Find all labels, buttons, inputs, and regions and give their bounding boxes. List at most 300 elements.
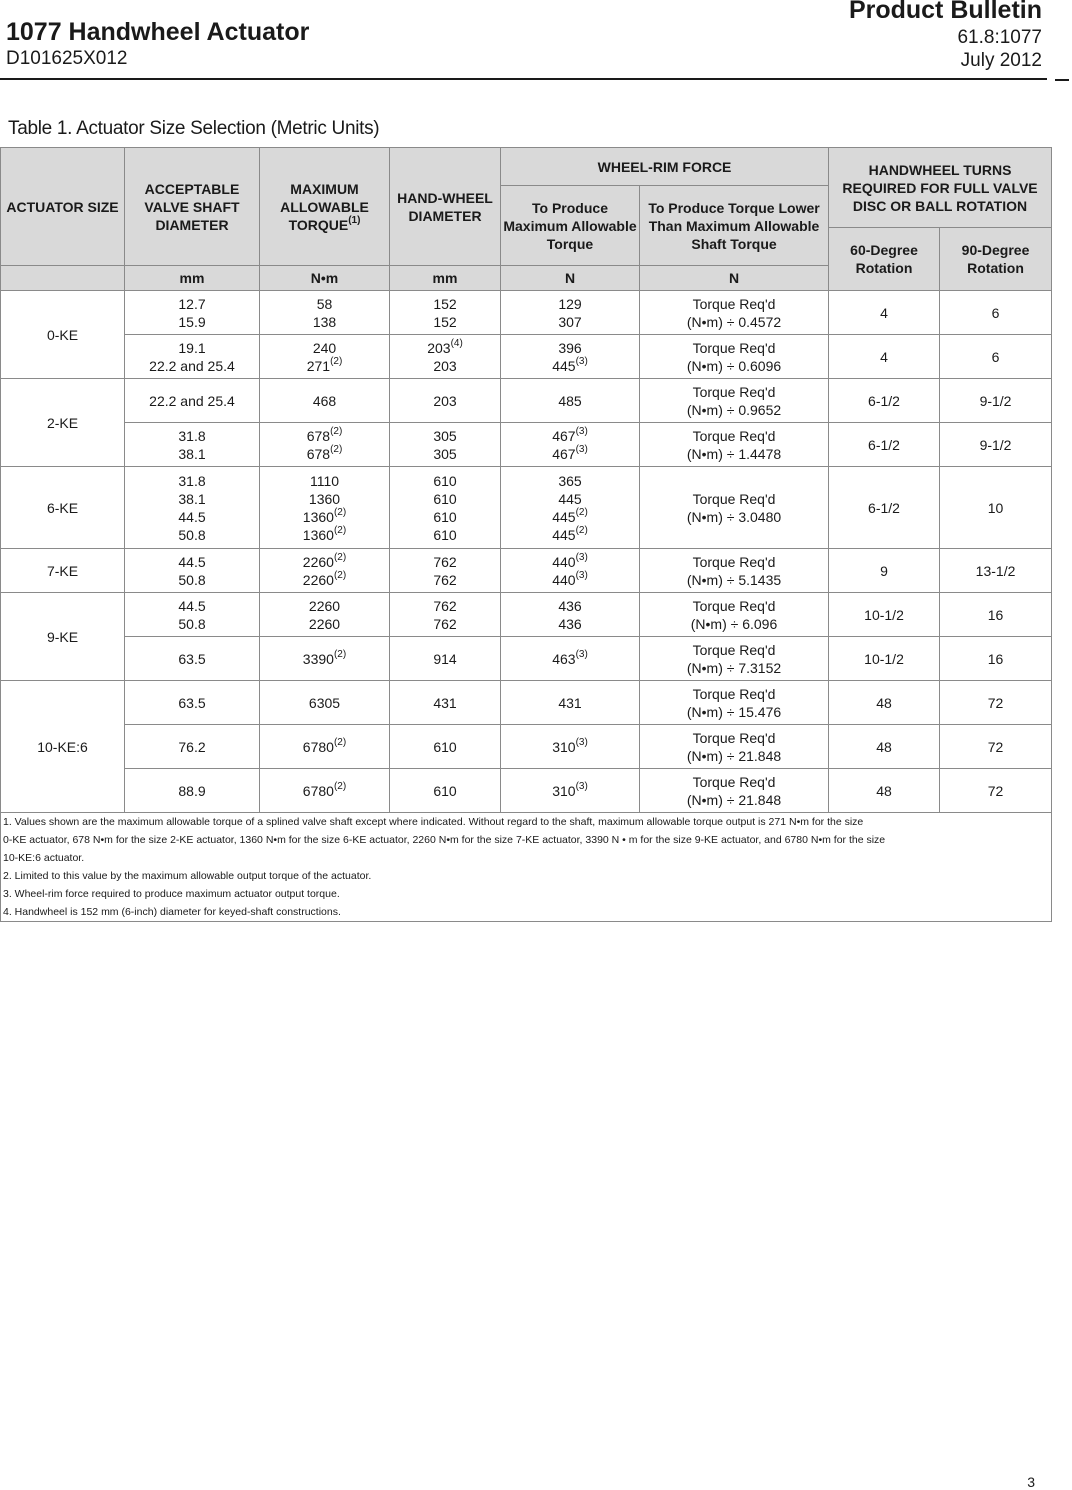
handwheel-diameter-cell	[390, 291, 501, 335]
max-torque-cell	[260, 637, 390, 681]
cell-line	[392, 597, 498, 615]
col-header-handwheel-turns: HANDWHEEL TURNS REQUIRED FOR FULL VALVE DISC OR BALL ROTATION	[829, 148, 1052, 228]
col-header-60-degree: 60-Degree Rotation	[829, 228, 940, 291]
cell-line	[392, 295, 498, 313]
footnote-ref: (3)	[575, 736, 588, 748]
cell-line	[262, 650, 387, 668]
cell-line	[127, 526, 257, 544]
turns-60-cell: 48	[829, 769, 940, 813]
turns-60-cell: 10-1/2	[829, 637, 940, 681]
cell-value: 6780	[302, 782, 334, 799]
cell-line	[262, 357, 387, 375]
table-row	[1, 593, 1052, 637]
rim-force-formula-cell	[640, 725, 829, 769]
rim-force-max-cell	[501, 769, 640, 813]
cell-line	[392, 738, 498, 756]
cell-line	[642, 773, 826, 791]
cell-line	[642, 553, 826, 571]
cell-line	[127, 339, 257, 357]
col-header-shaft-diameter: ACCEPTABLE VALVE SHAFT DIAMETER	[125, 148, 260, 266]
turns-90-cell: 13-1/2	[940, 549, 1052, 593]
handwheel-diameter-cell	[390, 681, 501, 725]
table-title: Table 1. Actuator Size Selection (Metric Units)	[8, 118, 380, 139]
col-header-actuator-size: ACTUATOR SIZE	[1, 148, 125, 266]
cell-line	[503, 508, 637, 526]
cell-line	[503, 427, 637, 445]
cell-line	[262, 597, 387, 615]
footnote-ref: (3)	[575, 551, 588, 563]
note-line: 10-KE:6 actuator.	[3, 852, 85, 864]
footnote-ref: (3)	[575, 648, 588, 660]
turns-60-cell: 48	[829, 681, 940, 725]
cell-line	[392, 427, 498, 445]
cell-line	[127, 597, 257, 615]
footnote-ref: (3)	[575, 780, 588, 792]
unit-label: N•m	[260, 266, 390, 291]
cell-value: Torque Req'd	[692, 597, 776, 614]
cell-value: 6305	[308, 694, 341, 711]
col-header-handwheel-diameter: HAND-WHEEL DIAMETER	[390, 148, 501, 266]
cell-value: 3390	[302, 650, 334, 667]
cell-value: 445	[552, 357, 576, 374]
cell-line	[392, 472, 498, 490]
cell-value: 2260	[302, 553, 334, 570]
footnote-ref: (2)	[333, 648, 347, 660]
shaft-diameter-cell	[125, 335, 260, 379]
cell-line	[262, 694, 387, 712]
bulletin-label: Product Bulletin	[848, 0, 1042, 24]
cell-line	[642, 659, 826, 677]
cell-line	[642, 703, 826, 721]
cell-value: 467	[552, 427, 576, 444]
turns-60-cell: 6-1/2	[829, 423, 940, 467]
cell-line	[642, 641, 826, 659]
footnote-ref: (2)	[333, 506, 347, 518]
cell-value: (N•m) ÷ 0.6096	[686, 357, 782, 374]
handwheel-diameter-cell	[390, 423, 501, 467]
footnote-ref: (3)	[575, 569, 588, 581]
max-torque-cell	[260, 467, 390, 549]
turns-60-cell: 9	[829, 549, 940, 593]
cell-value: 12.7	[178, 295, 206, 312]
shaft-diameter-cell	[125, 379, 260, 423]
cell-value: Torque Req'd	[692, 773, 776, 790]
cell-line	[642, 508, 826, 526]
cell-line	[642, 571, 826, 589]
footnote-ref: (3)	[575, 355, 588, 367]
col-header-wheel-rim-force: WHEEL-RIM FORCE	[501, 148, 829, 186]
rim-force-formula-cell	[640, 423, 829, 467]
col-header-max-torque: MAXIMUM ALLOWABLE TORQUE$^{(1)}$	[260, 148, 390, 266]
cell-line	[262, 295, 387, 313]
shaft-diameter-cell	[125, 467, 260, 549]
rim-force-formula-cell	[640, 681, 829, 725]
cell-line	[262, 526, 387, 544]
rim-force-formula-cell	[640, 335, 829, 379]
document-header-left	[6, 16, 309, 70]
cell-line	[642, 339, 826, 357]
table-row	[1, 681, 1052, 725]
rim-force-formula-cell	[640, 593, 829, 637]
cell-value: (N•m) ÷ 15.476	[686, 703, 782, 720]
cell-value: 50.8	[178, 526, 206, 543]
actuator-size-cell: 9-KE	[1, 593, 125, 681]
cell-value: 307	[558, 313, 582, 330]
cell-line	[262, 738, 387, 756]
handwheel-diameter-cell	[390, 593, 501, 637]
cell-line	[127, 490, 257, 508]
cell-value: 138	[312, 313, 337, 330]
unit-label: mm	[390, 266, 501, 291]
col-header-90-degree: 90-Degree Rotation	[940, 228, 1052, 291]
note-line: 1. Values shown are the maximum allowable torque of a splined valve shaft except where indicated. Without regard to the shaft, maximum allowable torque output is 271 N•m for the size	[3, 816, 864, 828]
footnote-ref: (2)	[333, 780, 347, 792]
cell-value: 436	[558, 597, 582, 614]
cell-value: 44.5	[178, 597, 206, 614]
table-notes	[1, 813, 1052, 922]
footnote-ref: (2)	[333, 736, 347, 748]
cell-value: 610	[433, 782, 457, 799]
cell-value: 76.2	[178, 738, 206, 755]
cell-value: 271	[306, 357, 331, 374]
handwheel-diameter-cell	[390, 379, 501, 423]
cell-line	[262, 339, 387, 357]
cell-line	[392, 526, 498, 544]
cell-value: (N•m) ÷ 5.1435	[686, 571, 782, 588]
cell-value: 431	[558, 694, 582, 711]
table-row	[1, 379, 1052, 423]
cell-value: 610	[433, 472, 457, 489]
footnote-ref: (2)	[330, 443, 343, 455]
cell-value: Torque Req'd	[692, 339, 776, 356]
cell-line	[642, 445, 826, 463]
cell-line	[642, 490, 826, 508]
cell-value: (N•m) ÷ 0.4572	[686, 313, 782, 330]
turns-90-cell: 6	[940, 335, 1052, 379]
cell-line	[503, 782, 637, 800]
turns-90-cell: 6	[940, 291, 1052, 335]
footnote-ref: (2)	[575, 524, 588, 536]
cell-line	[503, 571, 637, 589]
cell-value: 2260	[302, 571, 334, 588]
cell-value: 31.8	[178, 472, 206, 489]
footnote-ref: (2)	[333, 569, 347, 581]
cell-line	[392, 392, 498, 410]
rim-force-formula-cell	[640, 379, 829, 423]
cell-line	[392, 571, 498, 589]
cell-value: 152	[433, 313, 457, 330]
cell-line	[127, 553, 257, 571]
rim-force-max-cell	[501, 335, 640, 379]
cell-line	[642, 729, 826, 747]
rim-force-max-cell	[501, 291, 640, 335]
cell-value: 38.1	[178, 445, 206, 462]
cell-line	[392, 650, 498, 668]
cell-value: 305	[433, 427, 457, 444]
cell-line	[392, 313, 498, 331]
cell-value: 463	[552, 650, 576, 667]
footnote-ref: (2)	[333, 524, 347, 536]
turns-90-cell: 9-1/2	[940, 379, 1052, 423]
cell-line	[503, 526, 637, 544]
cell-value: Torque Req'd	[692, 490, 776, 507]
actuator-size-cell: 0-KE	[1, 291, 125, 379]
cell-line	[642, 747, 826, 765]
handwheel-diameter-cell	[390, 725, 501, 769]
rim-force-formula-cell	[640, 549, 829, 593]
cell-value: 396	[558, 339, 582, 356]
cell-line	[642, 791, 826, 809]
cell-line	[503, 738, 637, 756]
cell-value: 22.2 and 25.4	[149, 392, 235, 409]
cell-value: 310	[552, 782, 576, 799]
table-body	[1, 291, 1052, 813]
cell-value: 1110	[309, 472, 340, 489]
actuator-size-cell: 10-KE:6	[1, 681, 125, 813]
cell-line	[127, 782, 257, 800]
cell-value: 240	[312, 339, 337, 356]
max-torque-cell	[260, 769, 390, 813]
cell-value: 305	[433, 445, 457, 462]
footnote-ref: (4)	[450, 337, 463, 349]
rim-force-max-cell	[501, 467, 640, 549]
cell-line	[642, 597, 826, 615]
footnote-ref: (3)	[575, 425, 588, 437]
turns-60-cell: 4	[829, 291, 940, 335]
bulletin-number: 61.8:1077	[957, 27, 1042, 48]
cell-value: 610	[433, 738, 457, 755]
cell-line	[127, 313, 257, 331]
document-title: 1077 Handwheel Actuator	[6, 18, 310, 46]
document-number: D101625X012	[6, 48, 128, 69]
cell-value: 203	[427, 339, 451, 356]
max-torque-cell	[260, 379, 390, 423]
cell-line	[503, 694, 637, 712]
table-row	[1, 467, 1052, 549]
footnote-ref: (2)	[333, 551, 347, 563]
cell-value: (N•m) ÷ 6.096	[690, 615, 778, 632]
footnote-ref: (2)	[330, 355, 343, 367]
cell-line	[127, 738, 257, 756]
shaft-diameter-cell	[125, 769, 260, 813]
cell-value: Torque Req'd	[692, 427, 776, 444]
cell-value: 203	[433, 392, 457, 409]
cell-line	[127, 694, 257, 712]
cell-value: (N•m) ÷ 21.848	[686, 791, 782, 808]
shaft-diameter-cell	[125, 549, 260, 593]
turns-90-cell: 10	[940, 467, 1052, 549]
cell-value: 1360	[302, 508, 334, 525]
cell-line	[392, 490, 498, 508]
cell-value: 22.2 and 25.4	[149, 357, 235, 374]
cell-line	[127, 571, 257, 589]
cell-value: 467	[552, 445, 576, 462]
table-row	[1, 423, 1052, 467]
cell-line	[503, 553, 637, 571]
cell-line	[392, 508, 498, 526]
page-number: 3	[1027, 1474, 1035, 1490]
cell-value: 31.8	[178, 427, 206, 444]
cell-value: 129	[558, 295, 582, 312]
header-divider	[0, 78, 1047, 80]
unit-label: N	[501, 266, 640, 291]
bulletin-date: July 2012	[960, 50, 1042, 71]
cell-value: 1360	[302, 526, 334, 543]
cell-value: 610	[433, 490, 457, 507]
cell-line	[262, 508, 387, 526]
cell-value: 365	[558, 472, 582, 489]
cell-line	[262, 553, 387, 571]
handwheel-diameter-cell	[390, 549, 501, 593]
turns-60-cell: 6-1/2	[829, 467, 940, 549]
cell-value: 678	[306, 427, 331, 444]
cell-value: 445	[552, 508, 576, 525]
table-row	[1, 769, 1052, 813]
cell-value: Torque Req'd	[692, 553, 776, 570]
shaft-diameter-cell	[125, 291, 260, 335]
cell-line	[503, 490, 637, 508]
cell-value: 445	[558, 490, 582, 507]
cell-value: 152	[433, 295, 457, 312]
cell-value: 2260	[308, 597, 341, 614]
cell-value: 50.8	[178, 615, 206, 632]
cell-value: 431	[433, 694, 457, 711]
table-row	[1, 291, 1052, 335]
cell-value: (N•m) ÷ 3.0480	[686, 508, 782, 525]
table-row	[1, 549, 1052, 593]
cell-value: 762	[433, 615, 457, 632]
rim-force-formula-cell	[640, 291, 829, 335]
col-header-produce-lower: To Produce Torque Lower Than Maximum Allowable Shaft Torque	[640, 186, 829, 266]
cell-line	[503, 339, 637, 357]
table-row	[1, 335, 1052, 379]
cell-value: 1360	[308, 490, 341, 507]
cell-value: 203	[433, 357, 457, 374]
cell-value: 610	[433, 508, 457, 525]
actuator-size-cell: 2-KE	[1, 379, 125, 467]
rim-force-max-cell	[501, 681, 640, 725]
cell-line	[262, 392, 387, 410]
footnote-ref: (2)	[575, 506, 588, 518]
cell-value: (N•m) ÷ 7.3152	[686, 659, 782, 676]
cell-line	[127, 295, 257, 313]
unit-label: N	[640, 266, 829, 291]
cell-line	[262, 313, 387, 331]
document-header-right	[849, 0, 1042, 72]
cell-value: 468	[312, 392, 337, 409]
turns-90-cell: 16	[940, 637, 1052, 681]
max-torque-cell	[260, 549, 390, 593]
cell-value: 762	[433, 597, 457, 614]
cell-value: 440	[552, 553, 576, 570]
cell-value: 44.5	[178, 508, 206, 525]
table-row	[1, 637, 1052, 681]
cell-value: 2260	[308, 615, 341, 632]
cell-line	[503, 472, 637, 490]
handwheel-diameter-cell	[390, 467, 501, 549]
turns-90-cell: 9-1/2	[940, 423, 1052, 467]
rim-force-formula-cell	[640, 769, 829, 813]
rim-force-max-cell	[501, 593, 640, 637]
cell-value: Torque Req'd	[692, 685, 776, 702]
rim-force-max-cell	[501, 423, 640, 467]
cell-line	[127, 650, 257, 668]
cell-line	[127, 357, 257, 375]
rim-force-max-cell	[501, 379, 640, 423]
units-spacer	[1, 266, 125, 291]
cell-value: Torque Req'd	[692, 641, 776, 658]
cell-line	[262, 782, 387, 800]
cell-line	[127, 392, 257, 410]
turns-60-cell: 6-1/2	[829, 379, 940, 423]
cell-line	[127, 445, 257, 463]
cell-line	[642, 685, 826, 703]
cell-line	[392, 445, 498, 463]
handwheel-diameter-cell	[390, 769, 501, 813]
cell-value: (N•m) ÷ 1.4478	[686, 445, 782, 462]
cell-line	[642, 615, 826, 633]
turns-60-cell: 4	[829, 335, 940, 379]
cell-line	[262, 445, 387, 463]
cell-value: 19.1	[178, 339, 206, 356]
cell-line	[642, 357, 826, 375]
actuator-size-table	[0, 147, 1052, 922]
cell-line	[503, 392, 637, 410]
cell-line	[642, 427, 826, 445]
cell-line	[642, 295, 826, 313]
max-torque-cell	[260, 335, 390, 379]
cell-line	[642, 313, 826, 331]
turns-90-cell: 72	[940, 681, 1052, 725]
cell-value: 88.9	[178, 782, 206, 799]
handwheel-diameter-cell	[390, 637, 501, 681]
cell-line	[262, 615, 387, 633]
turns-60-cell: 10-1/2	[829, 593, 940, 637]
max-torque-cell	[260, 593, 390, 637]
cell-line	[262, 490, 387, 508]
note-line: 0-KE actuator, 678 N•m for the size 2-KE actuator, 1360 N•m for the size 6-KE actuator, 2260 N•m for the size 7-KE actuator, 3390 N • m for the size 9-KE actuator, and 6780 N•m for the size	[3, 834, 886, 846]
rim-force-formula-cell	[640, 637, 829, 681]
cell-value: 914	[433, 650, 457, 667]
cell-line	[127, 472, 257, 490]
cell-line	[503, 445, 637, 463]
note-line: 2. Limited to this value by the maximum allowable output torque of the actuator.	[3, 870, 372, 882]
shaft-diameter-cell	[125, 637, 260, 681]
rim-force-max-cell	[501, 637, 640, 681]
cell-value: 50.8	[178, 571, 206, 588]
cell-value: Torque Req'd	[692, 729, 776, 746]
cell-value: 44.5	[178, 553, 206, 570]
unit-label: mm	[125, 266, 260, 291]
cell-value: 6780	[302, 738, 334, 755]
col-header-produce-max: To Produce Maximum Allowable Torque	[501, 186, 640, 266]
cell-value: 38.1	[178, 490, 206, 507]
cell-line	[392, 615, 498, 633]
cell-line	[392, 357, 498, 375]
actuator-size-cell: 7-KE	[1, 549, 125, 593]
max-torque-cell	[260, 681, 390, 725]
cell-value: (N•m) ÷ 0.9652	[686, 401, 782, 418]
cell-line	[127, 615, 257, 633]
turns-60-cell: 48	[829, 725, 940, 769]
turns-90-cell: 16	[940, 593, 1052, 637]
cell-value: 610	[433, 526, 457, 543]
cell-line	[262, 427, 387, 445]
max-torque-cell	[260, 725, 390, 769]
cell-line	[392, 782, 498, 800]
shaft-diameter-cell	[125, 423, 260, 467]
cell-line	[503, 597, 637, 615]
